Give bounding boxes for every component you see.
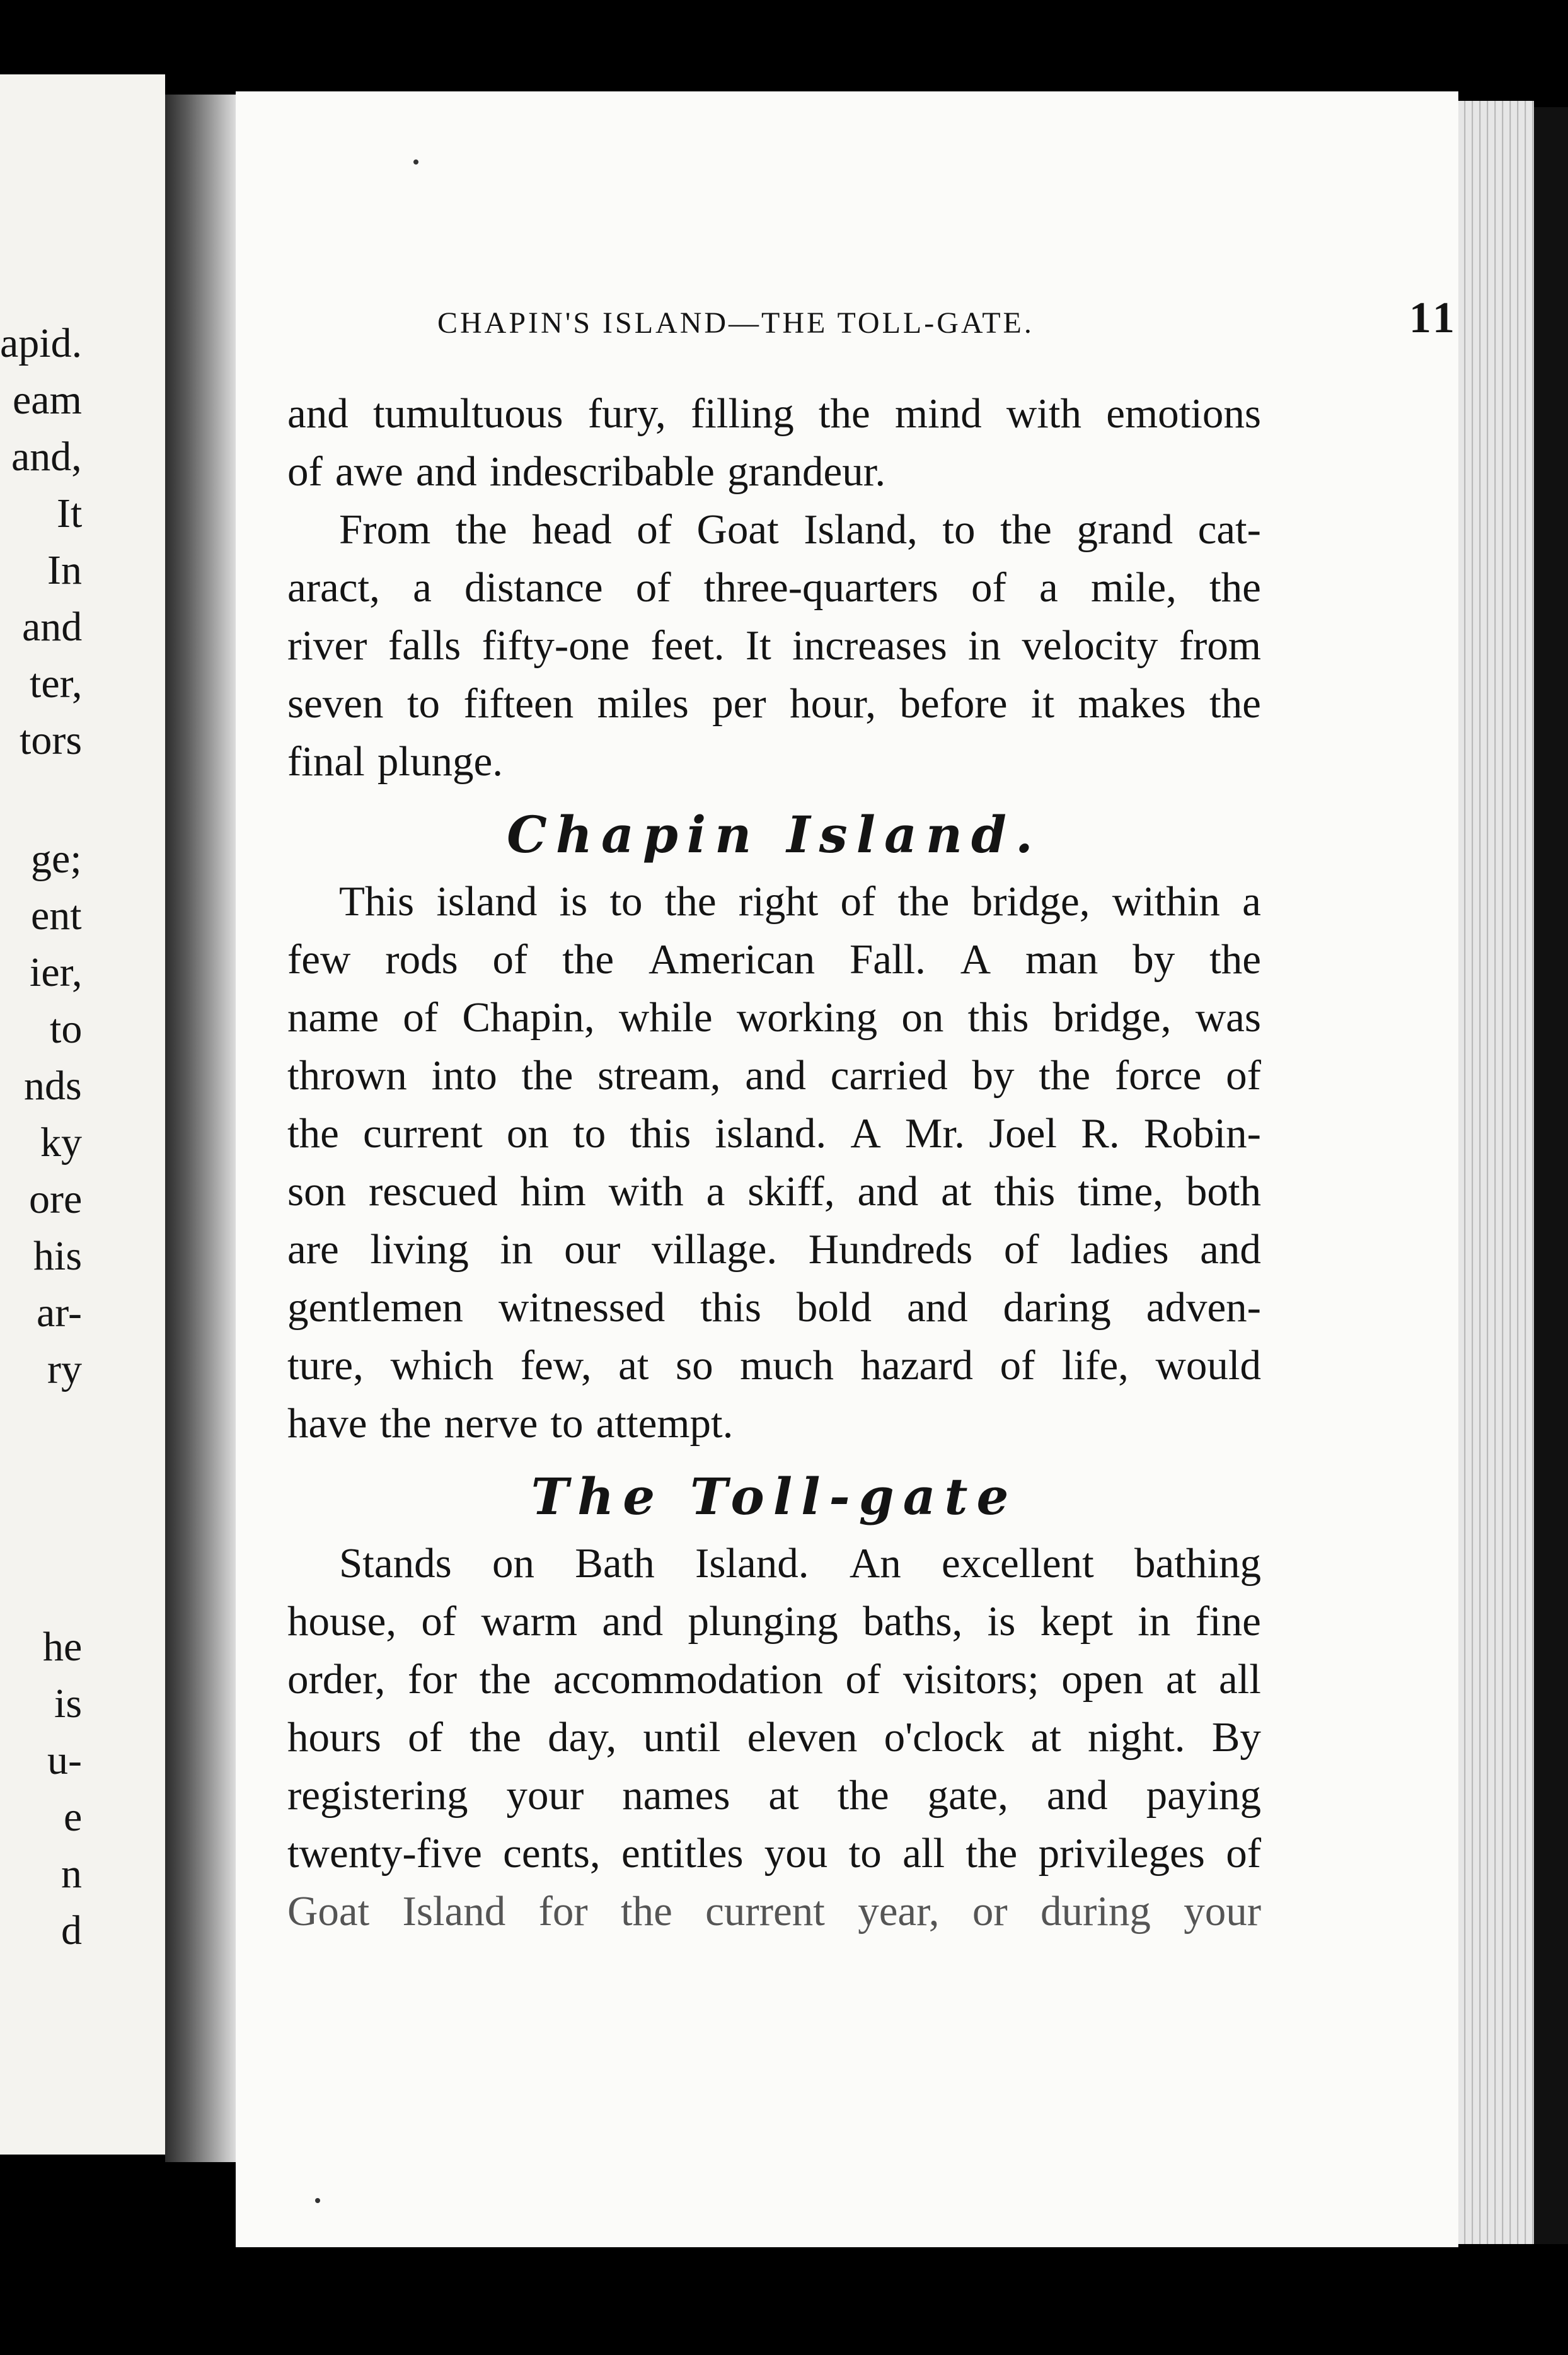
text-line: [287, 930, 1261, 988]
word: of: [1226, 1830, 1261, 1877]
word: on: [492, 1540, 534, 1587]
word: daring: [1003, 1284, 1111, 1331]
word: all: [902, 1830, 945, 1877]
text-line: [287, 1766, 1261, 1824]
word: rods: [385, 936, 458, 983]
left-page-fragment: n: [61, 1851, 82, 1897]
word: at: [1030, 1714, 1061, 1761]
word: fine: [1195, 1598, 1261, 1645]
word: from: [1179, 622, 1261, 669]
word: Joel: [989, 1110, 1057, 1157]
word: bathing: [1134, 1540, 1261, 1587]
word: this: [994, 1168, 1056, 1215]
word: bridge,: [971, 878, 1090, 925]
word: of: [408, 1714, 443, 1761]
section-chapin-island: [287, 872, 1261, 1452]
word: nerve: [444, 1400, 538, 1447]
word: the: [479, 1656, 531, 1703]
heading-chapin-island: Chapin Island.: [507, 805, 1042, 864]
word: Chapin,: [462, 994, 595, 1041]
word: force: [1114, 1052, 1202, 1099]
word: grandeur.: [727, 448, 886, 495]
word: velocity: [1022, 622, 1158, 669]
word: the: [621, 1888, 672, 1935]
word: It: [745, 622, 771, 669]
word: seven: [287, 680, 384, 727]
word: him: [520, 1168, 586, 1215]
word: at: [1166, 1656, 1197, 1703]
word: a: [1039, 564, 1058, 611]
word: head: [532, 506, 612, 553]
word: and: [1200, 1226, 1261, 1273]
text-line: [287, 1650, 1261, 1708]
word: adven-: [1146, 1284, 1261, 1331]
word: a: [1242, 878, 1261, 925]
word: the: [837, 1772, 889, 1819]
word: the: [664, 878, 717, 925]
left-page-fragment: he: [43, 1624, 83, 1670]
word: makes: [1078, 680, 1186, 727]
word: island.: [715, 1110, 827, 1157]
word: to: [942, 506, 976, 553]
word: the: [287, 1110, 339, 1157]
word: to: [848, 1830, 882, 1877]
word: the: [470, 1714, 521, 1761]
word: living: [370, 1226, 469, 1273]
word: skiff,: [747, 1168, 835, 1215]
word: night.: [1088, 1714, 1185, 1761]
word: tumultuous: [372, 390, 563, 437]
word: the: [1209, 936, 1261, 983]
word: both: [1185, 1168, 1261, 1215]
word: thrown: [287, 1052, 407, 1099]
word: gate,: [927, 1772, 1008, 1819]
word: for: [538, 1888, 588, 1935]
word: to: [573, 1110, 606, 1157]
word: the: [897, 878, 950, 925]
word: cat-: [1197, 506, 1261, 553]
word: it: [1030, 680, 1055, 727]
left-page-fragment: It: [57, 490, 83, 536]
word: and: [906, 1284, 968, 1331]
word: emotions: [1106, 390, 1261, 437]
word: rescued: [368, 1168, 498, 1215]
word: time,: [1078, 1168, 1163, 1215]
word: of: [1000, 1342, 1035, 1389]
word: filling: [690, 390, 794, 437]
word: by: [1133, 936, 1175, 983]
word: aract,: [287, 564, 380, 611]
word: the: [379, 1400, 432, 1447]
word: until: [643, 1714, 721, 1761]
word: of: [1003, 1226, 1039, 1273]
word: so: [676, 1342, 713, 1389]
word: falls: [388, 622, 461, 669]
running-head: [437, 293, 1458, 350]
word: of: [421, 1598, 457, 1645]
word: attempt.: [596, 1400, 734, 1447]
left-page-fragment: to: [50, 1006, 83, 1052]
word: during: [1040, 1888, 1151, 1935]
word: into: [431, 1052, 497, 1099]
word: life,: [1061, 1342, 1129, 1389]
word: man: [1025, 936, 1098, 983]
word: registering: [287, 1772, 468, 1819]
word: working: [736, 994, 878, 1041]
word: of: [403, 994, 439, 1041]
word: would: [1155, 1342, 1261, 1389]
word: visitors;: [902, 1656, 1039, 1703]
word: at: [618, 1342, 649, 1389]
word: and: [745, 1052, 806, 1099]
section-toll-gate: [287, 1534, 1261, 1940]
word: the: [1209, 564, 1261, 611]
word: ture,: [287, 1342, 364, 1389]
word: the: [1000, 506, 1052, 553]
left-page-fragment: and,: [11, 434, 82, 480]
word: Mr.: [904, 1110, 965, 1157]
current-page: [236, 91, 1458, 2247]
word: your: [506, 1772, 584, 1819]
word: cents,: [503, 1830, 601, 1877]
word: baths,: [863, 1598, 963, 1645]
word: the: [521, 1052, 574, 1099]
word: hazard: [860, 1342, 974, 1389]
word: few: [287, 936, 351, 983]
word: year,: [858, 1888, 940, 1935]
word: awe: [335, 448, 403, 495]
word: have: [287, 1400, 367, 1447]
left-page-fragment: ar-: [37, 1290, 82, 1336]
text-line: [287, 385, 1261, 443]
word: per: [712, 680, 766, 727]
word: all: [1218, 1656, 1261, 1703]
word: witnessed: [498, 1284, 666, 1331]
word: of: [492, 936, 528, 983]
word: feet.: [650, 622, 725, 669]
word: a: [706, 1168, 725, 1215]
word: in: [968, 622, 1001, 669]
word: of: [971, 564, 1006, 611]
word: fifty-one: [481, 622, 630, 669]
word: before: [899, 680, 1008, 727]
left-page-fragment: eam: [13, 377, 82, 423]
page-body: [287, 385, 1261, 1940]
word: gentlemen: [287, 1284, 464, 1331]
word: distance: [464, 564, 603, 611]
word: An: [849, 1540, 901, 1587]
word: of: [287, 448, 323, 495]
word: R.: [1081, 1110, 1120, 1157]
word: entitles: [621, 1830, 744, 1877]
word: Goat: [696, 506, 779, 553]
word: paying: [1146, 1772, 1261, 1819]
word: bridge,: [1052, 994, 1172, 1041]
word: of: [1226, 1052, 1261, 1099]
word: plunging: [688, 1598, 838, 1645]
word: eleven: [747, 1714, 858, 1761]
left-page-fragment: tors: [20, 717, 82, 763]
text-line: [287, 1824, 1261, 1882]
left-page-fragment: In: [47, 547, 82, 593]
word: o'clock: [884, 1714, 1005, 1761]
text-line: [287, 1220, 1261, 1278]
word: From: [339, 506, 431, 553]
word: names: [622, 1772, 730, 1819]
word: son: [287, 1168, 347, 1215]
word: of: [637, 506, 672, 553]
word: to: [406, 680, 441, 727]
word: the: [966, 1830, 1018, 1877]
word: Island.: [695, 1540, 809, 1587]
text-line: [287, 1278, 1261, 1336]
word: bold: [796, 1284, 872, 1331]
left-page-fragment: nds: [24, 1063, 82, 1109]
word: kept: [1040, 1598, 1113, 1645]
word: or: [972, 1888, 1008, 1935]
left-page-fragment: and: [22, 604, 83, 650]
word: village.: [652, 1226, 778, 1273]
word: Stands: [339, 1540, 452, 1587]
word: mind: [894, 390, 982, 437]
word: accommodation: [553, 1656, 823, 1703]
word: three-quarters: [703, 564, 938, 611]
word: within: [1112, 878, 1220, 925]
word: the: [1039, 1052, 1091, 1099]
text-line: [287, 616, 1261, 674]
word: the: [818, 390, 870, 437]
running-title: CHAPIN'S ISLAND—THE TOLL-GATE.: [437, 306, 1034, 340]
text-line: [287, 1046, 1261, 1104]
text-line: [287, 1708, 1261, 1766]
word: and: [287, 390, 349, 437]
word: Hundreds: [808, 1226, 973, 1273]
word: this: [630, 1110, 691, 1157]
left-page-fragment: ier,: [30, 949, 83, 995]
word: in: [500, 1226, 533, 1273]
word: name: [287, 994, 379, 1041]
text-line: [287, 1104, 1261, 1162]
text-line: [287, 872, 1261, 930]
word: Bath: [575, 1540, 655, 1587]
left-page-fragment: ent: [31, 893, 82, 939]
word: warm: [481, 1598, 578, 1645]
word: current: [363, 1110, 483, 1157]
left-page-fragment: ky: [40, 1120, 82, 1166]
word: and: [857, 1168, 919, 1215]
left-page-fragment: u-: [47, 1737, 82, 1783]
text-line: [287, 674, 1261, 732]
word: mile,: [1090, 564, 1177, 611]
word: Robin-: [1143, 1110, 1261, 1157]
word: few,: [520, 1342, 592, 1389]
text-line: [287, 732, 1261, 790]
word: right: [738, 878, 819, 925]
word: a: [413, 564, 432, 611]
word: on: [901, 994, 944, 1041]
page-number: 11: [1409, 294, 1458, 342]
word: is: [559, 878, 588, 925]
word: are: [287, 1226, 339, 1273]
word: of: [635, 564, 671, 611]
word: day,: [548, 1714, 617, 1761]
word: Fall.: [849, 936, 926, 983]
ink-speck: [315, 2198, 320, 2203]
word: increases: [792, 622, 947, 669]
text-line: [287, 1534, 1261, 1592]
word: American: [648, 936, 816, 983]
previous-page: [0, 74, 165, 2155]
word: A: [960, 936, 991, 983]
text-line: [287, 988, 1261, 1046]
ink-speck: [413, 159, 418, 165]
intro-paragraphs: [287, 385, 1261, 790]
word: indescribable: [489, 448, 715, 495]
word: your: [1184, 1888, 1261, 1935]
heading-toll-gate: The Toll-gate: [531, 1467, 1018, 1526]
text-line: [287, 501, 1261, 558]
word: house,: [287, 1598, 397, 1645]
word: for: [407, 1656, 458, 1703]
word: by: [972, 1052, 1015, 1099]
word: was: [1195, 994, 1261, 1041]
word: at: [768, 1772, 799, 1819]
text-line: [287, 1882, 1261, 1940]
word: at: [941, 1168, 972, 1215]
word: Island: [402, 1888, 506, 1935]
word: is: [987, 1598, 1016, 1645]
word: in: [1138, 1598, 1171, 1645]
word: plunge.: [377, 738, 503, 785]
left-page-fragment: ter,: [30, 661, 83, 707]
word: island: [436, 878, 538, 925]
word: to: [550, 1400, 584, 1447]
word: much: [740, 1342, 834, 1389]
left-page-fragment: apid.: [0, 320, 83, 366]
word: fifteen: [463, 680, 574, 727]
left-page-fragment: is: [54, 1681, 83, 1727]
text-line: [287, 1336, 1261, 1394]
word: fury,: [587, 390, 666, 437]
word: A: [850, 1110, 881, 1157]
word: on: [506, 1110, 549, 1157]
word: ladies: [1070, 1226, 1169, 1273]
text-line: [287, 558, 1261, 616]
word: open: [1061, 1656, 1144, 1703]
text-line: [287, 1162, 1261, 1220]
word: This: [339, 878, 415, 925]
word: which: [390, 1342, 494, 1389]
word: privileges: [1038, 1830, 1205, 1877]
word: and: [602, 1598, 664, 1645]
word: twenty-five: [287, 1830, 482, 1877]
left-page-fragment: his: [33, 1233, 83, 1279]
left-page-fragment: e: [64, 1794, 83, 1840]
left-page-fragment: d: [61, 1907, 82, 1953]
text-line: [287, 443, 1261, 501]
word: hour,: [790, 680, 876, 727]
word: this: [700, 1284, 761, 1331]
text-line: [287, 1592, 1261, 1650]
word: and: [1046, 1772, 1108, 1819]
word: and: [415, 448, 477, 495]
word: river: [287, 622, 367, 669]
word: of: [845, 1656, 881, 1703]
left-page-fragment: ge;: [31, 836, 82, 882]
word: By: [1211, 1714, 1261, 1761]
word: the: [562, 936, 614, 983]
word: current: [705, 1888, 825, 1935]
word: this: [967, 994, 1029, 1041]
word: to: [609, 878, 643, 925]
word: final: [287, 738, 365, 785]
cover-edge: [1534, 107, 1568, 2244]
word: miles: [597, 680, 689, 727]
page-edges: [1458, 101, 1534, 2244]
word: stream,: [597, 1052, 721, 1099]
word: Goat: [287, 1888, 370, 1935]
word: excellent: [941, 1540, 1094, 1587]
left-page-fragment: ry: [47, 1346, 82, 1392]
word: the: [1209, 680, 1261, 727]
left-page-fragment: ore: [29, 1176, 83, 1222]
word: hours: [287, 1714, 381, 1761]
word: with: [1006, 390, 1082, 437]
word: order,: [287, 1656, 386, 1703]
word: carried: [830, 1052, 948, 1099]
word: with: [608, 1168, 684, 1215]
word: grand: [1076, 506, 1173, 553]
book-gutter: [165, 95, 236, 2162]
word: Island,: [804, 506, 918, 553]
word: you: [764, 1830, 828, 1877]
word: our: [564, 1226, 621, 1273]
word: of: [840, 878, 876, 925]
word: while: [618, 994, 713, 1041]
text-line: [287, 1394, 1261, 1452]
word: the: [455, 506, 507, 553]
